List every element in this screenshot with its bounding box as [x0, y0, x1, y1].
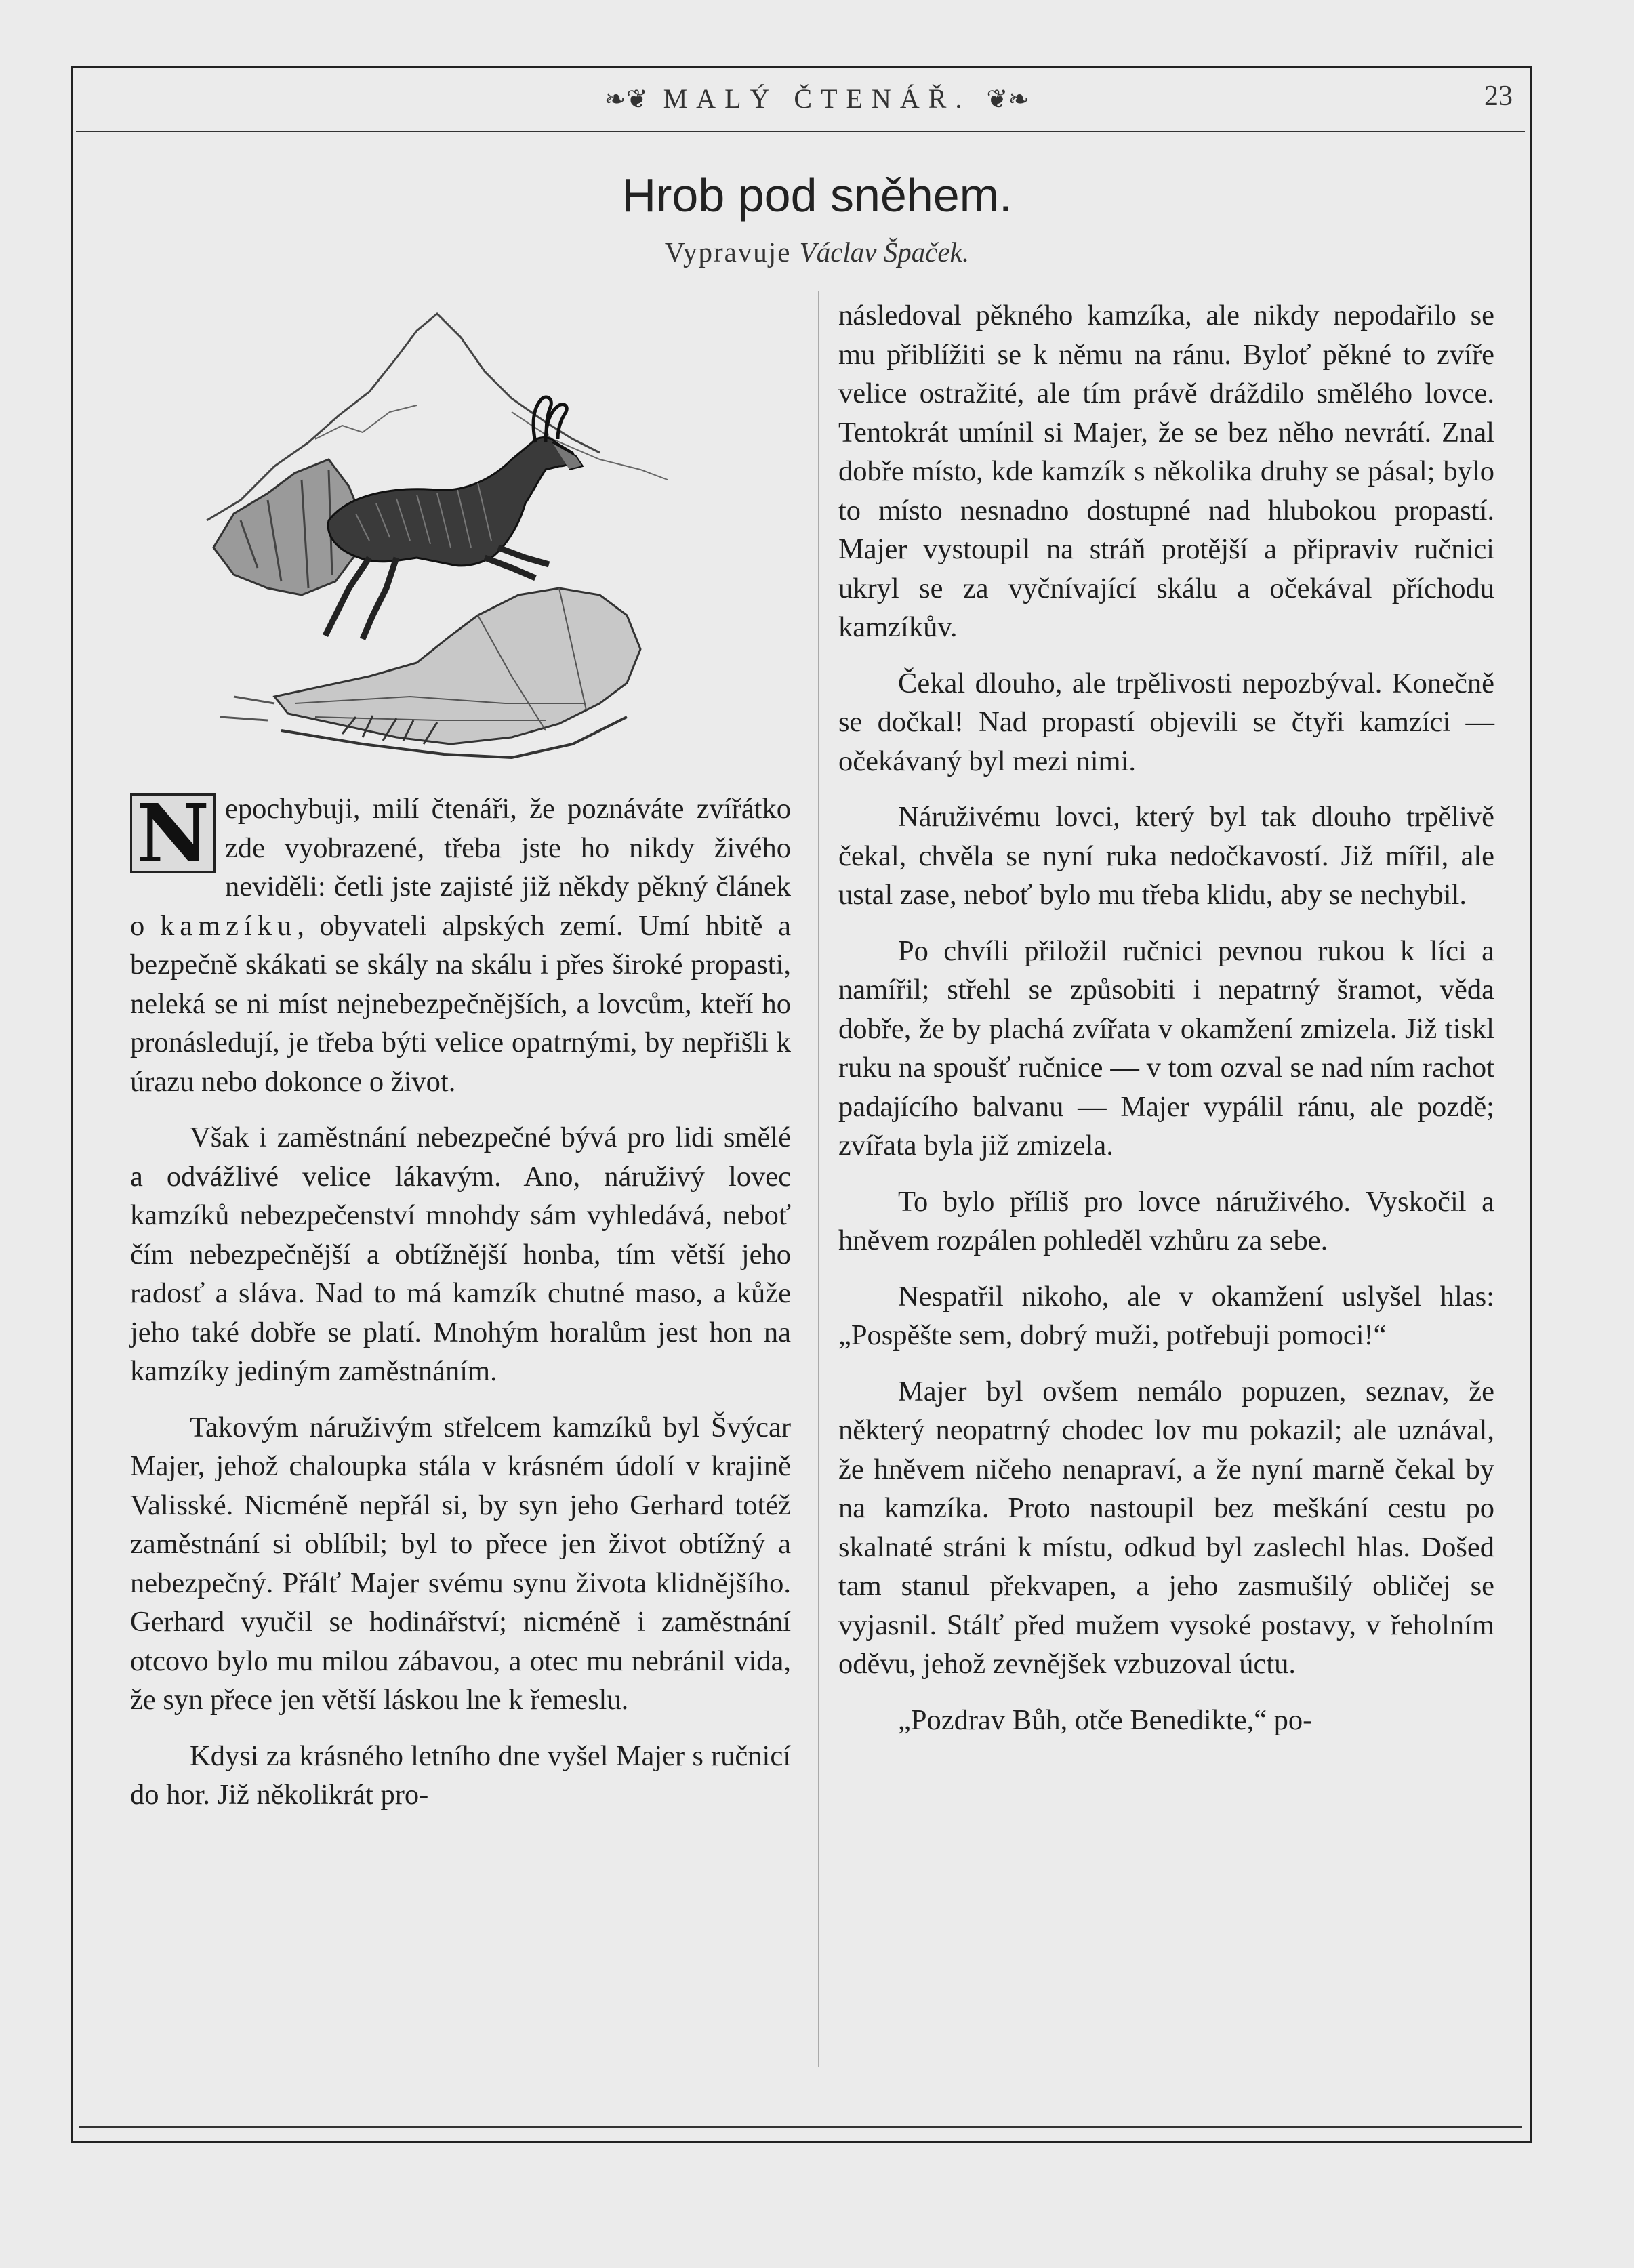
paragraph: To bylo příliš pro lovce náruživého. Vyskočil a hněvem rozpálen pohleděl vzhůru za sebe. [838, 1185, 1494, 1256]
dropcap: N [130, 793, 216, 873]
byline-prefix: Vypravuje [664, 236, 792, 268]
header-rule [76, 131, 1525, 132]
running-head [0, 83, 1634, 115]
page-number: 23 [1484, 81, 1513, 112]
article-title: Hrob pod sněhem. [621, 169, 1013, 222]
byline-author: Václav Špaček. [799, 236, 970, 268]
paragraph: Náruživému lovci, který byl tak dlouho trpělivě čekal, chvěla se nyní ruka nedočkavostí. Již mířil, ale ustal zase, neboť bylo mu třeba klidu, aby se nechybil. [838, 801, 1494, 911]
paragraph: Však i zaměstnání nebezpečné bývá pro lidi smělé a odvážlivé velice lákavým. Ano, náruživý lovec kamzíků nebezpečenství mnohdy sám vyhledává, neboť čím nebezpečnější a obtížnější honba, tím větší jeho radosť a sláva. Nad to má kamzík chutné maso, a kůže jeho také dobře se platí. Mnohým horalům jest hon na kamzíky jediným zaměstnáním. [130, 1121, 791, 1387]
paragraph [130, 786, 792, 1101]
paragraph: „Pozdrav Bůh, otče Benedikte,“ po- [898, 1704, 1313, 1736]
paragraph: následoval pěkného kamzíka, ale nikdy nepodařilo se mu přiblížiti se k němu na ránu. Byloť pěkné to zvíře velice ostražité, ale tím právě dráždilo smělého lovce. Tentokrát umínil si Majer, že se bez něho nevrátí. Znal dobře místo, kde kamzík s několika druhy se pásal; bylo to místo nesnadno dostupné nad hlubokou propastí. Majer vystoupil na stráň protější a připraviv ručnici ukryl se za vyčnívající skálu a očekával příchodu kamzíkův. [838, 300, 1494, 643]
paragraph: Majer byl ovšem nemálo popuzen, seznav, že některý neopatrný chodec lov mu pokazil; ale uznával, že hněvem ničeho nenapraví, a že nyní marně čekal by na kamzíka. Proto nastoupil bez meškání cestu po skalnaté stráni k místu, odkud byl zaslechl hlas. Došed tam stanul překvapen, a jeho zasmušilý obličej se vyjasnil. Stálť před mužem vysoké postavy, v řeholním oděvu, jehož zevnějšek vzbuzoval úctu. [838, 1375, 1494, 1680]
paragraph: Čekal dlouho, ale trpělivosti nepozbýval. Konečně se dočkal! Nad propastí objevili se čtyři kamzíci — očekávaný byl mezi nimi. [838, 667, 1494, 777]
ornament-left-icon: ❧❦ [604, 85, 648, 114]
bottom-rule [79, 2126, 1522, 2128]
right-column [838, 296, 1494, 1739]
paragraph-text: , obyvateli alpských zemí. Umí hbitě a bezpečně skákati se skály na skálu i přes široké propasti, neleká se ni míst nejnebezpečnějších, a lovcům, kteří ho pronásledují, je třeba býti velice opatrnými, by nepřišli k úrazu nebo dokonce o život. [130, 909, 792, 1098]
paragraph-text: epochybuji, milí čtenáři, že poznáváte zvířátko zde vyobrazené, třeba jste ho nikdy živého neviděli: četli jste zajisté již někdy pěkný článek o [130, 793, 791, 942]
paragraph: Nespatřil nikoho, ale v okamžení uslyšel hlas: „Pospěšte sem, dobrý muži, potřebuji pomoci!“ [838, 1280, 1494, 1351]
byline [0, 236, 1634, 268]
chamois-leaping-illustration [193, 297, 715, 775]
ornament-right-icon: ❦❧ [986, 85, 1030, 114]
spaced-word: kamzíku [159, 909, 298, 942]
paragraph: Kdysi za krásného letního dne vyšel Majer s ručnicí do hor. Již několikrát pro- [130, 1739, 791, 1811]
left-column [130, 786, 792, 1815]
paragraph: Takovým náruživým střelcem kamzíků byl Švýcar Majer, jehož chaloupka stála v krásném údolí v krajině Valisské. Nicméně nepřál si, by syn jeho Gerhard totéž zaměstnání si oblíbil; byl to přece jen život obtížný a nebezpečný. Přálť Majer svému synu života klidnějšího. Gerhard vyučil se hodinářství; nicméně i zaměstnání otcovo bylo mu milou zábavou, a otec mu nebránil vida, že syn přece jen větší láskou lne k řemeslu. [130, 1411, 791, 1716]
column-divider [818, 291, 819, 2067]
running-head-title: MALÝ ČTENÁŘ. [663, 83, 971, 114]
paragraph: Po chvíli přiložil ručnici pevnou rukou k líci a namířil; střehl se způsobiti i nepatrný šramot, věda dobře, že by plachá zvířata v okamžení zmizela. Již tiskl ruku na spoušť ručnice — v tom ozval se nad ním rachot padajícího balvanu — Majer vypálil ránu, ale pozdě; zvířata byla již zmizela. [838, 934, 1494, 1161]
